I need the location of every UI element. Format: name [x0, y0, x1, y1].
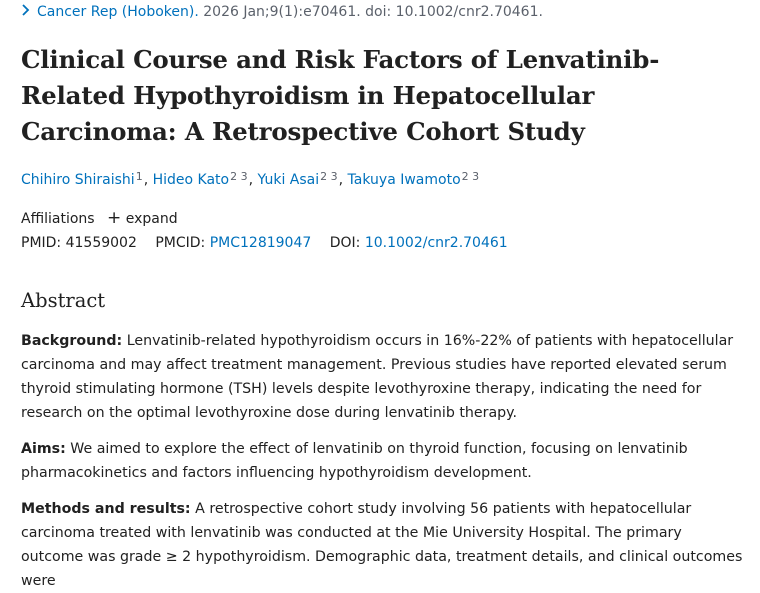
author-affiliation-ref[interactable]: 2 3 [320, 170, 338, 183]
journal-link[interactable]: Cancer Rep (Hoboken). [37, 4, 199, 20]
author-link[interactable]: Takuya Iwamoto [347, 172, 461, 188]
article-title: Clinical Course and Risk Factors of Lenvatinib-Related Hypothyroidism in Hepatocellular Carcinoma: A Retrospective Cohort Study [21, 45, 660, 146]
section-label: Background: [21, 333, 123, 349]
section-text: We aimed to explore the effect of lenvatinib on thyroid function, focusing on lenvatinib pharmacokinetics and factors influencing hypothyroidism development. [21, 441, 688, 481]
affiliations-label: Affiliations [21, 211, 95, 227]
affiliations-toggle[interactable] [21, 208, 178, 228]
author-link[interactable]: Chihiro Shiraishi [21, 172, 135, 188]
pmid-label: PMID: [21, 235, 62, 251]
author-list: Chihiro Shiraishi$^1$, Hideo Kato$^{2 3}$, Yuki Asai$^{2 3}$, Takuya Iwamoto$^{2 3}$ [21, 170, 480, 188]
doi-label: DOI: [329, 235, 361, 251]
plus-icon[interactable]: + [107, 208, 122, 228]
section-label: Methods and results: [21, 501, 191, 517]
citation-details: 2026 Jan;9(1):e70461. doi: 10.1002/cnr2.70461. [203, 4, 543, 20]
pmcid-label: PMCID: [155, 235, 206, 251]
citation-line [21, 4, 543, 20]
doi-link[interactable]: 10.1002/cnr2.70461 [364, 235, 508, 251]
identifiers-row [21, 235, 508, 251]
abstract-methods-results [21, 497, 746, 593]
abstract-heading: Abstract [21, 289, 106, 312]
pmcid-link[interactable]: PMC12819047 [209, 235, 312, 251]
author-link[interactable]: Hideo Kato [152, 172, 230, 188]
section-text: Lenvatinib-related hypothyroidism occurs in 16%-22% of patients with hepatocellular carcinoma and may affect treatment management. Previous studies have reported elevated serum thyroid stimulating hormone (TSH) levels despite levothyroxine therapy, indicating the need for research on the optimal levothyroxine dose during lenvatinib therapy. [21, 333, 734, 421]
author-affiliation-ref[interactable]: 2 3 [230, 170, 248, 183]
expand-label[interactable]: expand [125, 211, 178, 227]
author-affiliation-ref[interactable]: 1 [135, 170, 143, 183]
author-link[interactable]: Yuki Asai [257, 172, 320, 188]
author-affiliation-ref[interactable]: 2 3 [461, 170, 480, 183]
pmid-value: 41559002 [65, 235, 137, 251]
section-text: A retrospective cohort study involving 56 patients with hepatocellular carcinoma treated with lenvatinib was conducted at the Mie University Hospital. The primary outcome was grade ≥ 2 hypothyroidism. Demographic data, treatment details, and clinical outcomes were [21, 501, 743, 589]
abstract-aims [21, 437, 746, 485]
abstract-background [21, 329, 746, 425]
chevron-right-icon[interactable] [21, 4, 33, 20]
section-label: Aims: [21, 441, 66, 457]
